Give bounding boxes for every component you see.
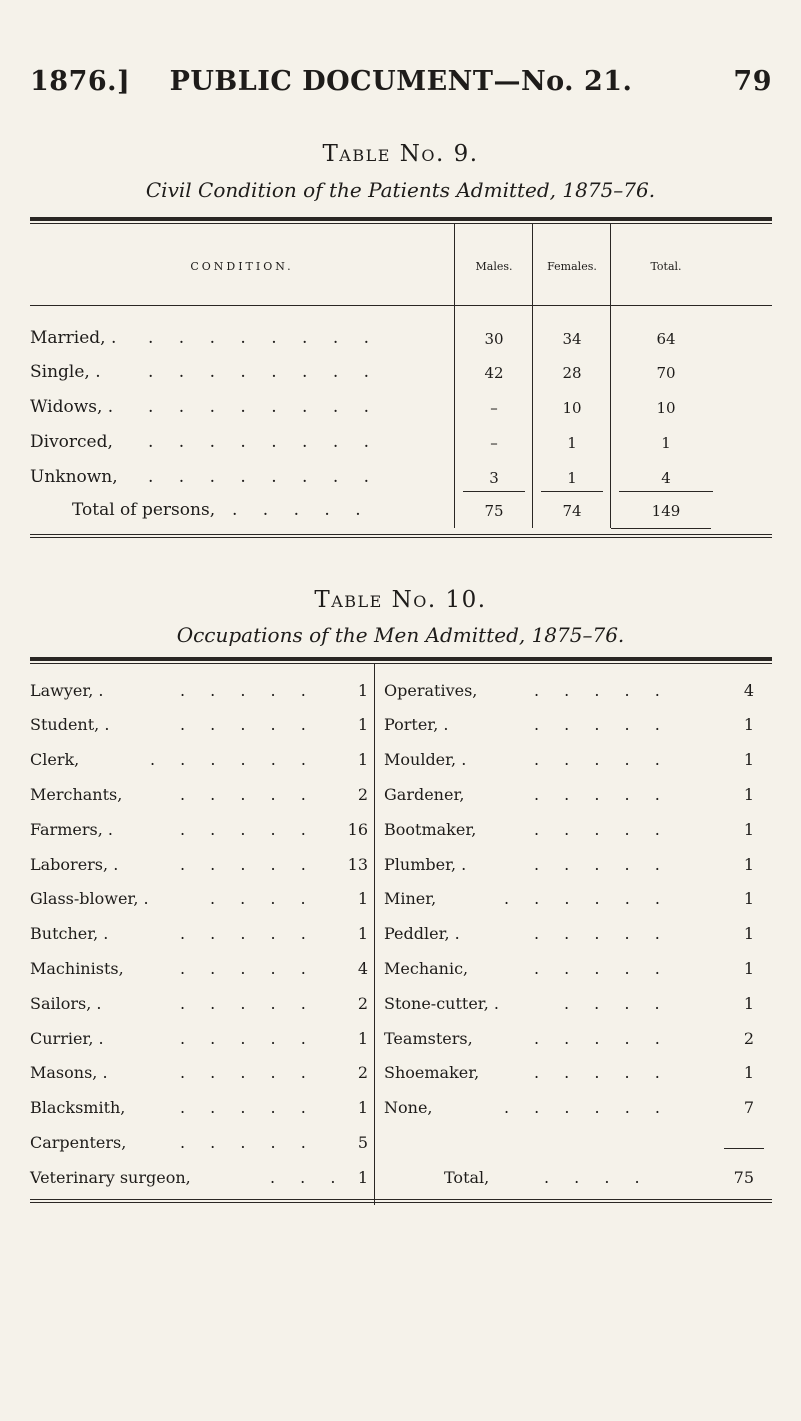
table9-bottom-rule — [30, 534, 772, 535]
table9-bottom-rule-right — [611, 528, 711, 529]
occupation-count: 2 — [357, 1063, 368, 1082]
occupation-label: Porter, . — [384, 715, 449, 734]
row-leader-dots: . . . . . . . . — [148, 362, 380, 382]
table10-bottom-rule — [30, 1199, 772, 1200]
row-label: Divorced, — [30, 432, 113, 452]
total-males: 75 — [484, 502, 504, 520]
row-label: Widows, . — [30, 397, 114, 417]
total-count: 75 — [733, 1168, 754, 1187]
occupation-count: 1 — [743, 820, 754, 839]
occupation-count: 1 — [743, 855, 754, 874]
row-leader-dots: . . . . . — [180, 820, 316, 839]
row-leader-dots: . . . . . — [232, 500, 371, 520]
row-total: 10 — [656, 399, 676, 417]
row-total: 1 — [661, 434, 671, 452]
occupation-label: Blacksmith, — [30, 1098, 126, 1117]
row-total: 70 — [656, 364, 676, 382]
table-row — [30, 467, 460, 495]
row-leader-dots: . . . . — [544, 1168, 650, 1187]
table-row — [30, 432, 460, 460]
page-header — [30, 66, 772, 106]
occupation-label: Gardener, — [384, 785, 465, 804]
table10-bottom-rule-2 — [30, 1202, 772, 1203]
occupation-count: 1 — [357, 889, 368, 908]
table9-header-rule — [30, 305, 772, 306]
occupation-label: None, — [384, 1098, 433, 1117]
row-females: 34 — [562, 330, 582, 348]
occupation-label: Glass-blower, . — [30, 889, 149, 908]
table10-top-rule — [30, 657, 772, 661]
occupation-count: 1 — [743, 715, 754, 734]
total-label: Total, — [444, 1168, 490, 1187]
occupation-count: 5 — [357, 1133, 368, 1152]
row-leader-dots: . . . . . . — [504, 1098, 670, 1117]
row-total: 4 — [661, 469, 671, 487]
occupation-count: 13 — [347, 855, 368, 874]
occupation-count: 1 — [743, 889, 754, 908]
occupation-count: 1 — [743, 959, 754, 978]
occupation-label: Merchants, — [30, 785, 123, 804]
occupation-label: Currier, . — [30, 1029, 104, 1048]
row-leader-dots: . . . . . . . . — [148, 432, 380, 452]
occupation-count: 2 — [357, 994, 368, 1013]
table10-subtitle: Occupations of the Men Admitted, 1875–76. — [176, 623, 625, 647]
occupation-label: Peddler, . — [384, 924, 460, 943]
row-leader-dots: . . . . . — [534, 750, 670, 769]
occupation-label: Laborers, . — [30, 855, 119, 874]
occupation-count: 7 — [743, 1098, 754, 1117]
table-row-total — [72, 500, 502, 528]
occupation-count: 1 — [743, 1063, 754, 1082]
header-document-title: PUBLIC DOCUMENT—No. 21. — [169, 66, 633, 97]
row-leader-dots: . . . . . — [534, 1029, 670, 1048]
table9-header-condition: CONDITION. — [190, 260, 294, 273]
row-males: – — [490, 434, 498, 452]
row-leader-dots: . . . . . — [534, 785, 670, 804]
occupation-label: Veterinary surgeon, — [30, 1168, 191, 1187]
occupation-count: 2 — [357, 785, 368, 804]
occupation-count: 1 — [357, 750, 368, 769]
occupation-count: 1 — [357, 924, 368, 943]
row-label: Single, . — [30, 362, 101, 382]
row-leader-dots: . . . . . — [534, 1063, 670, 1082]
row-females: 1 — [567, 434, 577, 452]
sum-rule — [724, 1148, 764, 1149]
row-leader-dots: . . . . . — [180, 855, 316, 874]
row-females: 10 — [562, 399, 582, 417]
table-row — [30, 362, 460, 390]
row-leader-dots: . . . . . — [534, 855, 670, 874]
row-leader-dots: . . . . . — [180, 924, 316, 943]
occupation-label: Bootmaker, — [384, 820, 477, 839]
occupation-label: Machinists, — [30, 959, 124, 978]
row-leader-dots: . . . — [270, 1168, 346, 1187]
occupation-count: 4 — [357, 959, 368, 978]
sum-rule — [619, 491, 713, 492]
occupation-count: 1 — [743, 994, 754, 1013]
occupation-label: Sailors, . — [30, 994, 102, 1013]
occupation-label: Plumber, . — [384, 855, 467, 874]
occupation-count: 1 — [357, 681, 368, 700]
occupation-label: Mechanic, — [384, 959, 469, 978]
occupation-count: 2 — [743, 1029, 754, 1048]
occupation-label: Miner, — [384, 889, 437, 908]
row-males: 3 — [489, 469, 499, 487]
row-females: 1 — [567, 469, 577, 487]
table9-subtitle: Civil Condition of the Patients Admitted, 1875–76. — [145, 178, 656, 202]
occupation-label: Lawyer, . — [30, 681, 104, 700]
row-leader-dots: . . . . . . — [504, 889, 670, 908]
header-page-number: 79 — [733, 66, 772, 97]
occupation-count: 4 — [743, 681, 754, 700]
row-leader-dots: . . . . — [210, 889, 316, 908]
row-leader-dots: . . . . . — [180, 715, 316, 734]
row-leader-dots: . . . . . . — [150, 750, 316, 769]
row-leader-dots: . . . . . — [180, 785, 316, 804]
row-leader-dots: . . . . . . . . — [148, 328, 380, 348]
occupation-count: 1 — [357, 1098, 368, 1117]
table9-header-males: Males. — [475, 260, 513, 273]
occupation-count: 1 — [743, 750, 754, 769]
row-leader-dots: . . . . . — [534, 820, 670, 839]
occupation-count: 1 — [357, 715, 368, 734]
table9-title: Table No. 9. — [322, 141, 479, 167]
occupation-count: 1 — [743, 924, 754, 943]
occupation-label: Clerk, — [30, 750, 80, 769]
row-leader-dots: . . . . . — [180, 1029, 316, 1048]
occupation-label: Masons, . — [30, 1063, 108, 1082]
sum-rule — [463, 491, 525, 492]
row-leader-dots: . . . . . — [180, 1063, 316, 1082]
table-row — [30, 328, 460, 356]
table9-header-females: Females. — [547, 260, 597, 273]
table9-header-total: Total. — [650, 260, 682, 273]
table9-top-rule-thin — [30, 223, 772, 224]
occupation-label: Moulder, . — [384, 750, 467, 769]
row-leader-dots: . . . . . . . . — [148, 397, 380, 417]
occupation-label: Operatives, — [384, 681, 478, 700]
row-total: 64 — [656, 330, 676, 348]
row-females: 28 — [562, 364, 582, 382]
table9-top-rule — [30, 217, 772, 221]
occupation-label: Shoemaker, — [384, 1063, 480, 1082]
header-year: 1876.] — [30, 66, 131, 97]
row-leader-dots: . . . . . — [534, 924, 670, 943]
sum-rule — [541, 491, 603, 492]
row-label: Unknown, — [30, 467, 118, 487]
row-leader-dots: . . . . — [564, 994, 670, 1013]
total-label: Total of persons, — [72, 500, 216, 520]
row-males: – — [490, 399, 498, 417]
table-row — [30, 397, 460, 425]
row-leader-dots: . . . . . — [180, 681, 316, 700]
table10-title: Table No. 10. — [314, 587, 487, 613]
table9-bottom-rule-2 — [30, 537, 772, 538]
row-leader-dots: . . . . . . . . — [148, 467, 380, 487]
occupation-count: 1 — [357, 1029, 368, 1048]
occupation-label: Teamsters, — [384, 1029, 473, 1048]
row-leader-dots: . . . . . — [534, 959, 670, 978]
row-leader-dots: . . . . . — [180, 1098, 316, 1117]
occupation-label: Student, . — [30, 715, 110, 734]
row-label: Married, . — [30, 328, 117, 348]
row-leader-dots: . . . . . — [534, 715, 670, 734]
table10-top-rule-thin — [30, 663, 772, 664]
occupation-label: Carpenters, — [30, 1133, 127, 1152]
table10-col-divider — [374, 663, 375, 1205]
occupation-count: 1 — [743, 785, 754, 804]
total-total: 149 — [651, 502, 681, 520]
row-leader-dots: . . . . . — [180, 1133, 316, 1152]
occupation-count: 1 — [357, 1168, 368, 1187]
row-males: 42 — [484, 364, 504, 382]
row-males: 30 — [484, 330, 504, 348]
row-leader-dots: . . . . . — [180, 959, 316, 978]
row-leader-dots: . . . . . — [534, 681, 670, 700]
occupation-count: 16 — [347, 820, 368, 839]
occupation-label: Butcher, . — [30, 924, 109, 943]
total-females: 74 — [562, 502, 582, 520]
occupation-label: Farmers, . — [30, 820, 113, 839]
occupation-label: Stone-cutter, . — [384, 994, 499, 1013]
row-leader-dots: . . . . . — [180, 994, 316, 1013]
